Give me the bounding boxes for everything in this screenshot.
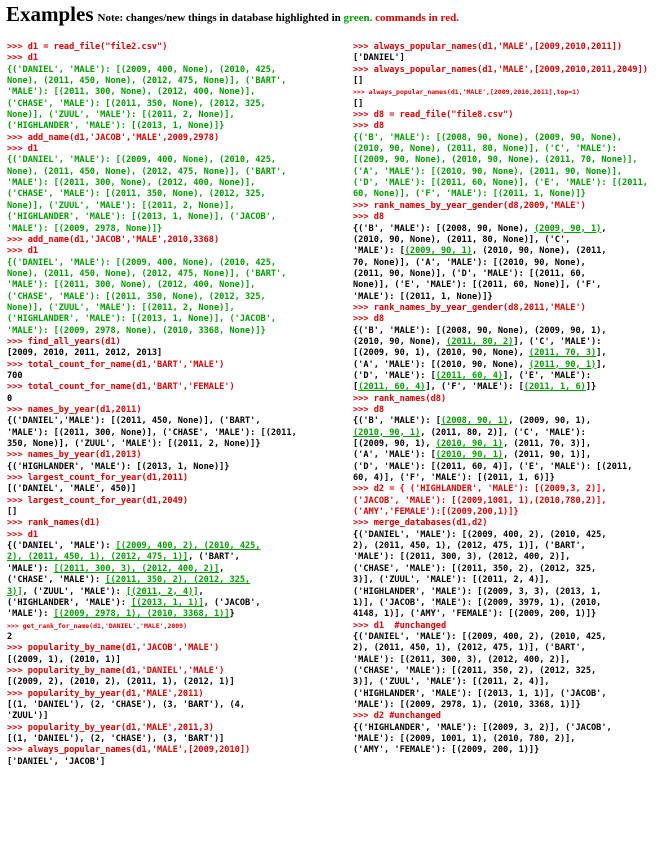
line-text: , (2011, 80, 2)], ('C', 'MALE'): — [420, 427, 586, 438]
line-text: >>> d1 #unchanged — [353, 620, 447, 631]
line-text: ('D', 'MALE'): [(2011, 60, 4)], ('E', 'MALE'): [(2011, — [353, 461, 633, 472]
output-line — [353, 189, 661, 200]
line-text: >>> rank_names_by_year_gender(d8,2011,'MALE') — [353, 302, 586, 313]
highlighted-text: 'MALE'): [(2011, 300, None), (2012, 400, None)], — [7, 178, 256, 189]
line-text: [(1, 'DANIEL'), (2, 'CHASE'), (3, 'BART'), (4, — [7, 699, 245, 710]
output-line — [353, 167, 661, 178]
left-column — [7, 42, 334, 768]
highlighted-text: 'MALE'): [(2009, 2978, None)]} — [7, 223, 163, 234]
output-line — [353, 632, 661, 643]
highlighted-text: [(2011, 2, 4)] — [126, 586, 199, 597]
output-line — [7, 734, 334, 745]
output-line — [7, 121, 334, 132]
output-line — [7, 224, 334, 235]
highlighted-text: (2008, 90, 1) — [440, 416, 509, 427]
output-line — [7, 178, 334, 189]
output-line — [353, 246, 661, 257]
highlighted-text: None)], ('ZUUL', 'MALE'): [(2011, 2, None)], — [7, 200, 235, 211]
line-text: 2), (2011, 450, 1), (2012, 475, 1)], ('BART', — [353, 643, 586, 654]
output-line — [353, 700, 661, 711]
output-line — [353, 552, 661, 563]
line-text: , ('ZUUL', 'MALE'): — [22, 586, 127, 597]
highlighted-text: [(2009, 90, None), (2010, 90, None), (2011, 70, None)], — [353, 155, 638, 166]
output-line — [353, 541, 661, 552]
highlighted-text: ('CHASE', 'MALE'): [(2011, 350, None), (2012, 325, — [7, 98, 266, 109]
output-line — [353, 689, 661, 700]
right-column — [353, 42, 661, 757]
line-text: {('B', 'MALE'): [ — [353, 416, 441, 427]
output-line — [7, 348, 334, 359]
output-line — [7, 212, 334, 223]
output-line — [7, 462, 334, 473]
highlighted-text: (2011, 60, 4) — [358, 382, 426, 393]
command-line — [7, 745, 334, 756]
output-line — [353, 666, 661, 677]
line-text: >>> d2 = { ('HIGHLANDER', 'MALE'): [(2009,3, 2)], — [353, 484, 607, 495]
line-text: ('JACOB', 'MALE'): [(2009,1001, 1),(2010,780,2)], — [353, 495, 607, 506]
command-line — [353, 507, 661, 518]
output-line — [7, 564, 334, 575]
command-line — [353, 121, 661, 132]
line-text: >>> d1 — [7, 529, 39, 540]
line-text: [] — [353, 76, 364, 87]
line-text: {('DANIEL', 'MALE'): [(2009, 400, 2), (2010, 425, — [353, 631, 607, 642]
line-text: >>> d2 #unchanged — [353, 711, 441, 722]
highlighted-text: ('A', 'MALE'): [(2010, 90, None), (2011, 90, None)], — [353, 166, 623, 177]
line-text: ('D', 'MALE'): [ — [353, 370, 436, 381]
command-line — [353, 42, 661, 53]
line-text: , (2011, 70, 3)], — [503, 439, 592, 450]
output-line — [353, 224, 661, 235]
output-line — [7, 632, 334, 643]
output-line — [7, 303, 334, 314]
line-text: 'MALE'): [(2011, 300, None)], ('CHASE', 'MALE'): [(2011, — [7, 427, 297, 438]
line-text: ], — [596, 348, 607, 359]
command-line — [7, 666, 334, 677]
line-text: ]} — [585, 382, 597, 393]
output-line — [7, 258, 334, 269]
output-line — [7, 484, 334, 495]
line-text: ['DANIEL', 'JACOB'] — [7, 756, 106, 767]
highlighted-text: 2), (2011, 450, 1), (2012, 475, 1)] — [7, 552, 189, 563]
note-text — [98, 12, 459, 24]
command-line — [353, 65, 661, 76]
output-line — [353, 155, 661, 166]
line-text: ['DANIEL'] — [353, 53, 405, 64]
command-line — [353, 621, 661, 632]
output-line — [7, 439, 334, 450]
line-text: (2010, 90, None), (2011, 80, None)], ('C', — [353, 234, 571, 245]
line-text: >>> popularity_by_year(d1,'MALE',2011) — [7, 688, 204, 699]
line-text: >>> largest_count_for_year(d1,2049) — [7, 495, 189, 506]
line-text: [ — [353, 382, 359, 393]
output-line — [7, 65, 334, 76]
highlighted-text: ('HIGHLANDER', 'MALE'): [(2013, 1, None)], ('JACOB', — [7, 212, 277, 223]
line-text: 'MALE'): [(2011, 300, 3), (2012, 400, 2)], — [353, 654, 571, 665]
line-text: (2011, 90, None)], ('D', 'MALE'): [(2011, 60, — [353, 268, 586, 279]
highlighted-text: ('CHASE', 'MALE'): [(2011, 350, None), (2012, 325, — [7, 291, 266, 302]
line-text: >>> d1 — [7, 53, 39, 64]
output-line — [7, 552, 334, 563]
output-line — [353, 258, 661, 269]
line-text: 'MALE'): [(2009, 1001, 1), (2010, 780, 2)], — [353, 733, 576, 744]
output-line — [353, 609, 661, 620]
line-text: 3)], ('ZUUL', 'MALE'): [(2011, 2, 4)], — [353, 677, 550, 688]
line-text: >>> total_count_for_name(d1,'BART','FEMALE') — [7, 382, 235, 393]
highlighted-text: ('D', 'MALE'): [(2011, 60, None)], ('E', 'MALE'): [(2011, — [353, 178, 648, 189]
line-text: >>> always_popular_names(d1,'MALE',[2009,2010,2011,2049]) — [353, 64, 648, 75]
line-text: >>> popularity_by_year(d1,'MALE',2011,3) — [7, 722, 214, 733]
highlighted-text: (2010, 90, 1) — [435, 439, 504, 450]
line-text: , — [601, 223, 607, 234]
line-text: 2), (2011, 450, 1), (2012, 475, 1)], ('BART', — [353, 541, 586, 552]
output-line — [7, 167, 334, 178]
line-text: [(2009, 90, 1), (2010, 90, None), — [353, 348, 529, 359]
line-text: 0 — [7, 393, 13, 404]
command-line — [7, 496, 334, 507]
output-line — [353, 416, 661, 427]
line-text: 'MALE'): — [7, 563, 54, 574]
output-line — [353, 76, 661, 87]
output-line — [7, 280, 334, 291]
line-text: ('AMY','FEMALE'):[(2009,200,1)]} — [353, 507, 519, 518]
output-line — [353, 655, 661, 666]
line-text: ('HIGHLANDER', 'MALE'): — [7, 597, 132, 608]
highlighted-text: ('HIGHLANDER', 'MALE'): [(2013, 1, None)]} — [7, 121, 225, 132]
line-text: ('HIGHLANDER', 'MALE'): [(2013, 1, 1)], ('JACOB', — [353, 688, 607, 699]
highlighted-text: [(2009, 400, 2), (2010, 425, — [115, 541, 261, 552]
line-text: >>> popularity_by_name(d1,'DANIEL','MALE') — [7, 665, 225, 676]
highlighted-text: [(2011, 300, 3), (2012, 400, 2)] — [53, 563, 220, 574]
output-line — [353, 337, 661, 348]
line-text: , (2010, 90, None), (2011, — [472, 246, 607, 257]
command-line — [353, 303, 661, 314]
line-text: [('DANIEL', 'MALE', 450)] — [7, 484, 137, 495]
output-line — [7, 394, 334, 405]
output-line — [353, 598, 661, 609]
line-text: (2010, 90, None), — [353, 336, 447, 347]
output-line — [7, 189, 334, 200]
command-line — [353, 87, 661, 98]
highlighted-text: (2011, 80, 2) — [446, 336, 514, 347]
highlighted-text: None), (2011, 450, None), (2012, 475, None)], ('BART', — [7, 166, 287, 177]
command-line — [7, 246, 334, 257]
highlighted-text: (2011, 60, 4) — [435, 370, 504, 381]
line-text: >>> d1 — [7, 246, 39, 257]
line-text: , (2009, 90, 1), — [508, 416, 592, 427]
highlighted-text: (2010, 90, 1) — [353, 427, 421, 438]
output-line — [353, 371, 661, 382]
output-line — [353, 144, 661, 155]
command-line — [353, 394, 661, 405]
output-line — [353, 326, 661, 337]
output-line — [7, 541, 334, 552]
output-line — [353, 564, 661, 575]
line-text: None)], ('E', 'MALE'): [(2011, 60, None)], ('F', — [353, 280, 602, 291]
command-line — [7, 621, 334, 632]
line-text: >>> add_name(d1,'JACOB','MALE',2010,3368) — [7, 234, 220, 245]
line-text: 'MALE'): [(2011, 1, None)]} — [353, 291, 493, 302]
note-red: commands in red. — [375, 12, 459, 24]
line-text: >>> d8 — [353, 314, 385, 325]
line-text: >>> d8 — [353, 121, 385, 132]
line-text: >>> always_popular_names(d1,'MALE',[2009,2010]) — [7, 745, 251, 756]
highlighted-text: [(2011, 350, 2), (2012, 325, — [105, 575, 251, 586]
highlighted-text: ('CHASE', 'MALE'): [(2011, 350, None), (2012, 325, — [7, 189, 266, 200]
command-line — [353, 496, 661, 507]
command-line — [353, 484, 661, 495]
line-text: {('DANIEL', 'MALE'): [(2009, 400, 2), (2010, 425, — [353, 529, 607, 540]
command-line — [7, 337, 334, 348]
line-text: 'MALE'): [(2009, 2978, 1), (2010, 3368, 1)]} — [353, 699, 581, 710]
line-text: 4148, 1)], ('AMY', 'FEMALE'): [(2009, 200, 1)]} — [353, 609, 597, 620]
command-line — [353, 405, 661, 416]
output-line — [7, 416, 334, 427]
output-line — [7, 314, 334, 325]
line-text: ('CHASE', 'MALE'): — [7, 575, 106, 586]
output-line — [353, 462, 661, 473]
command-line — [7, 360, 334, 371]
output-line — [7, 609, 334, 620]
highlighted-text: {('DANIEL', 'MALE'): [(2009, 400, None), (2010, 425, — [7, 64, 277, 75]
output-line — [7, 677, 334, 688]
line-text: ], ('E', 'MALE'): — [503, 370, 592, 381]
output-line — [353, 530, 661, 541]
line-text: , — [198, 586, 204, 597]
highlighted-text: 'MALE'): [(2011, 300, None), (2012, 400, None)], — [7, 87, 256, 98]
line-text: ], ('C', 'MALE'): — [513, 336, 602, 347]
command-line — [7, 42, 334, 53]
highlighted-text: (2009, 90, 1) — [404, 246, 473, 257]
output-line — [353, 382, 661, 393]
command-line — [7, 235, 334, 246]
note-prefix: Note: changes/new things in database highlighted in — [97, 12, 344, 24]
highlighted-text: ('HIGHLANDER', 'MALE'): [(2013, 1, None)], ('JACOB', — [7, 314, 277, 325]
output-line — [7, 655, 334, 666]
highlighted-text: [(2013, 1, 1)] — [131, 597, 204, 608]
output-line — [353, 428, 661, 439]
line-text: 700 — [7, 370, 23, 381]
line-text: >>> add_name(d1,'JACOB','MALE',2009,2978) — [7, 132, 220, 143]
output-line — [353, 473, 661, 484]
line-text: 2 — [7, 631, 13, 642]
line-text: ('HIGHLANDER', 'MALE'): [(2009, 3, 3), (2013, 1, — [353, 586, 602, 597]
line-text: >>> largest_count_for_year(d1,2011) — [7, 473, 189, 484]
line-text: >>> merge_databases(d1,d2) — [353, 518, 488, 529]
line-text: 350, None)], ('ZUUL', 'MALE'): [(2011, 2, None)]} — [7, 439, 261, 450]
command-line — [353, 201, 661, 212]
line-text: [2009, 2010, 2011, 2012, 2013] — [7, 348, 163, 359]
line-text: >>> names_by_year(d1,2011) — [7, 405, 142, 415]
line-text: >>> get_rank_for_name(d1,'DANIEL','MALE',2009) — [7, 621, 188, 630]
line-text: 'MALE'): [ — [353, 246, 405, 257]
highlighted-text: 'MALE'): [(2011, 300, None), (2012, 400, None)], — [7, 280, 256, 291]
output-line — [353, 734, 661, 745]
line-text: ], — [596, 359, 607, 370]
highlighted-text: (2010, 90, None), (2011, 80, None)], ('C', 'MALE'): — [353, 144, 617, 155]
line-text: >>> rank_names_by_year_gender(d8,2009,'MALE') — [353, 200, 586, 211]
output-line — [353, 575, 661, 586]
command-line — [7, 405, 334, 416]
output-line — [7, 110, 334, 121]
line-text: 'MALE'): [(2011, 300, 3), (2012, 400, 2)], — [353, 552, 571, 563]
highlighted-text: {('DANIEL', 'MALE'): [(2009, 400, None), (2010, 425, — [7, 257, 277, 268]
highlighted-text: (2011, 1, 6) — [523, 382, 586, 393]
highlighted-text: 60, None)], ('F', 'MALE'): [(2011, 1, None)]} — [353, 189, 586, 200]
line-text: ], ('F', 'MALE'): [ — [425, 382, 524, 393]
line-text: >>> total_count_for_name(d1,'BART','MALE') — [7, 359, 225, 370]
line-text: {('B', 'MALE'): [(2008, 90, None), (2009, 90, 1), — [353, 325, 607, 336]
line-text: 3)], ('ZUUL', 'MALE'): [(2011, 2, 4)], — [353, 575, 550, 586]
output-line — [7, 757, 334, 768]
highlighted-text: (2011, 70, 3) — [528, 348, 597, 359]
highlighted-text: None), (2011, 450, None), (2012, 475, None)], ('BART', — [7, 268, 287, 279]
command-line — [7, 144, 334, 155]
line-text: 70, None)], ('A', 'MALE'): [(2010, 90, None), — [353, 257, 586, 268]
line-text: {('HIGHLANDER', 'MALE'): [(2009, 3, 2)], ('JACOB', — [353, 722, 612, 733]
output-line — [7, 371, 334, 382]
line-text: >>> find_all_years(d1) — [7, 336, 121, 347]
output-line — [353, 360, 661, 371]
line-text: [(1, 'DANIEL'), (2, 'CHASE'), (3, 'BART')] — [7, 733, 225, 744]
line-text: >>> rank_names(d1) — [7, 518, 101, 529]
output-line — [353, 178, 661, 189]
output-line — [7, 598, 334, 609]
line-text: >>> rank_names(d8) — [353, 393, 447, 404]
line-text: {('DANIEL', 'MALE'): — [7, 541, 116, 552]
output-line — [353, 99, 661, 110]
output-line — [353, 643, 661, 654]
line-text: >>> d8 — [353, 212, 385, 223]
command-line — [353, 314, 661, 325]
output-line — [7, 587, 334, 598]
output-line — [7, 575, 334, 586]
output-line — [353, 280, 661, 291]
output-line — [353, 133, 661, 144]
line-text: ('CHASE', 'MALE'): [(2011, 350, 2), (2012, 325, — [353, 563, 597, 574]
output-line — [7, 428, 334, 439]
output-line — [353, 439, 661, 450]
command-line — [7, 518, 334, 529]
line-text: {('HIGHLANDER', 'MALE'): [(2013, 1, None)]} — [7, 461, 230, 472]
line-text: >>> d8 — [353, 405, 385, 415]
command-line — [7, 133, 334, 144]
line-text: >>> popularity_by_name(d1,'JACOB','MALE') — [7, 643, 220, 654]
output-line — [7, 99, 334, 110]
output-line — [7, 292, 334, 303]
highlighted-text: None)], ('ZUUL', 'MALE'): [(2011, 2, None)], — [7, 110, 235, 121]
output-line — [353, 269, 661, 280]
line-text: >>> names_by_year(d1,2013) — [7, 450, 142, 461]
output-line — [7, 87, 334, 98]
output-line — [353, 723, 661, 734]
highlighted-text: 3)] — [7, 586, 23, 597]
line-text: , ('BART', — [188, 552, 240, 563]
command-line — [7, 382, 334, 393]
output-line — [353, 348, 661, 359]
output-line — [353, 677, 661, 688]
output-line — [353, 292, 661, 303]
command-line — [7, 723, 334, 734]
highlighted-text: (2010, 90, 1) — [435, 450, 504, 461]
line-text: ('AMY', 'FEMALE'): [(2009, 200, 1)]} — [353, 745, 540, 756]
line-text: >>> d1 = read_file("file2.csv") — [7, 42, 168, 52]
command-line — [353, 212, 661, 223]
highlighted-text: {('B', 'MALE'): [(2008, 90, None), (2009, 90, None), — [353, 132, 623, 143]
output-line — [7, 700, 334, 711]
command-line — [7, 450, 334, 461]
line-text: [] — [7, 507, 18, 518]
output-line — [7, 76, 334, 87]
line-text: , (2011, 90, 1)], — [503, 450, 592, 461]
command-line — [7, 53, 334, 64]
note-green: green. — [343, 12, 373, 24]
output-line — [7, 326, 334, 337]
highlighted-text: [(2009, 2978, 1), (2010, 3368, 1)] — [53, 609, 230, 620]
line-text: >>> always_popular_names(d1,'MALE',[2009,2010,2011],top=1) — [353, 88, 580, 97]
line-text: [] — [353, 98, 364, 109]
command-line — [7, 473, 334, 484]
command-line — [7, 530, 334, 541]
line-text: >>> always_popular_names(d1,'MALE',[2009,2010,2011]) — [353, 42, 623, 52]
line-text: >>> d1 — [7, 144, 39, 155]
output-line — [353, 450, 661, 461]
output-line — [7, 201, 334, 212]
line-text: {('DANIEL','MALE'): [(2011, 450, None)], ('BART', — [7, 416, 261, 427]
output-line — [353, 587, 661, 598]
line-text: 60, 4)], ('F', 'MALE'): [(2011, 1, 6)]} — [353, 473, 555, 484]
highlighted-text: 'MALE'): [(2009, 2978, None), (2010, 3368, None)]} — [7, 325, 266, 336]
command-line — [7, 689, 334, 700]
output-line — [7, 711, 334, 722]
highlighted-text: None)], ('ZUUL', 'MALE'): [(2011, 2, None)], — [7, 302, 235, 313]
line-text: 'ZUUL')] — [7, 711, 49, 722]
output-line — [353, 745, 661, 756]
page-title: Examples — [6, 2, 94, 26]
line-text: [(2009, 2), (2010, 2), (2011, 1), (2012, 1)] — [7, 677, 235, 688]
line-text: [(2009, 90, 1), — [353, 439, 436, 450]
line-text: ('A', 'MALE'): [ — [353, 450, 436, 461]
line-text: , — [219, 563, 225, 574]
command-line — [7, 643, 334, 654]
output-line — [353, 235, 661, 246]
line-text: } — [229, 609, 235, 620]
highlighted-text: (2009, 90, 1) — [534, 223, 602, 234]
highlighted-text: {('DANIEL', 'MALE'): [(2009, 400, None), (2010, 425, — [7, 155, 277, 166]
highlighted-text: None), (2011, 450, None), (2012, 475, None)], ('BART', — [7, 76, 287, 87]
output-line — [7, 155, 334, 166]
line-text: [(2009, 1), (2010, 1)] — [7, 654, 121, 665]
line-text: >>> d8 = read_file("file8.csv") — [353, 110, 514, 121]
line-text: ('CHASE', 'MALE'): [(2011, 350, 2), (2012, 325, — [353, 665, 597, 676]
output-line — [353, 53, 661, 64]
page-header — [6, 2, 459, 27]
command-line — [353, 110, 661, 121]
line-text: {('B', 'MALE'): [(2008, 90, None), — [353, 223, 535, 234]
output-line — [7, 269, 334, 280]
highlighted-text: (2011, 90, 1) — [528, 359, 597, 370]
output-line — [7, 507, 334, 518]
command-line — [353, 518, 661, 529]
line-text: 'MALE'): — [7, 609, 54, 620]
command-line — [353, 711, 661, 722]
line-text: ('A', 'MALE'): [(2010, 90, None), — [353, 359, 529, 370]
line-text: 1)], ('JACOB', 'MALE'): [(2009, 3979, 1), (2010, — [353, 597, 602, 608]
line-text: , ('JACOB', — [203, 597, 261, 608]
